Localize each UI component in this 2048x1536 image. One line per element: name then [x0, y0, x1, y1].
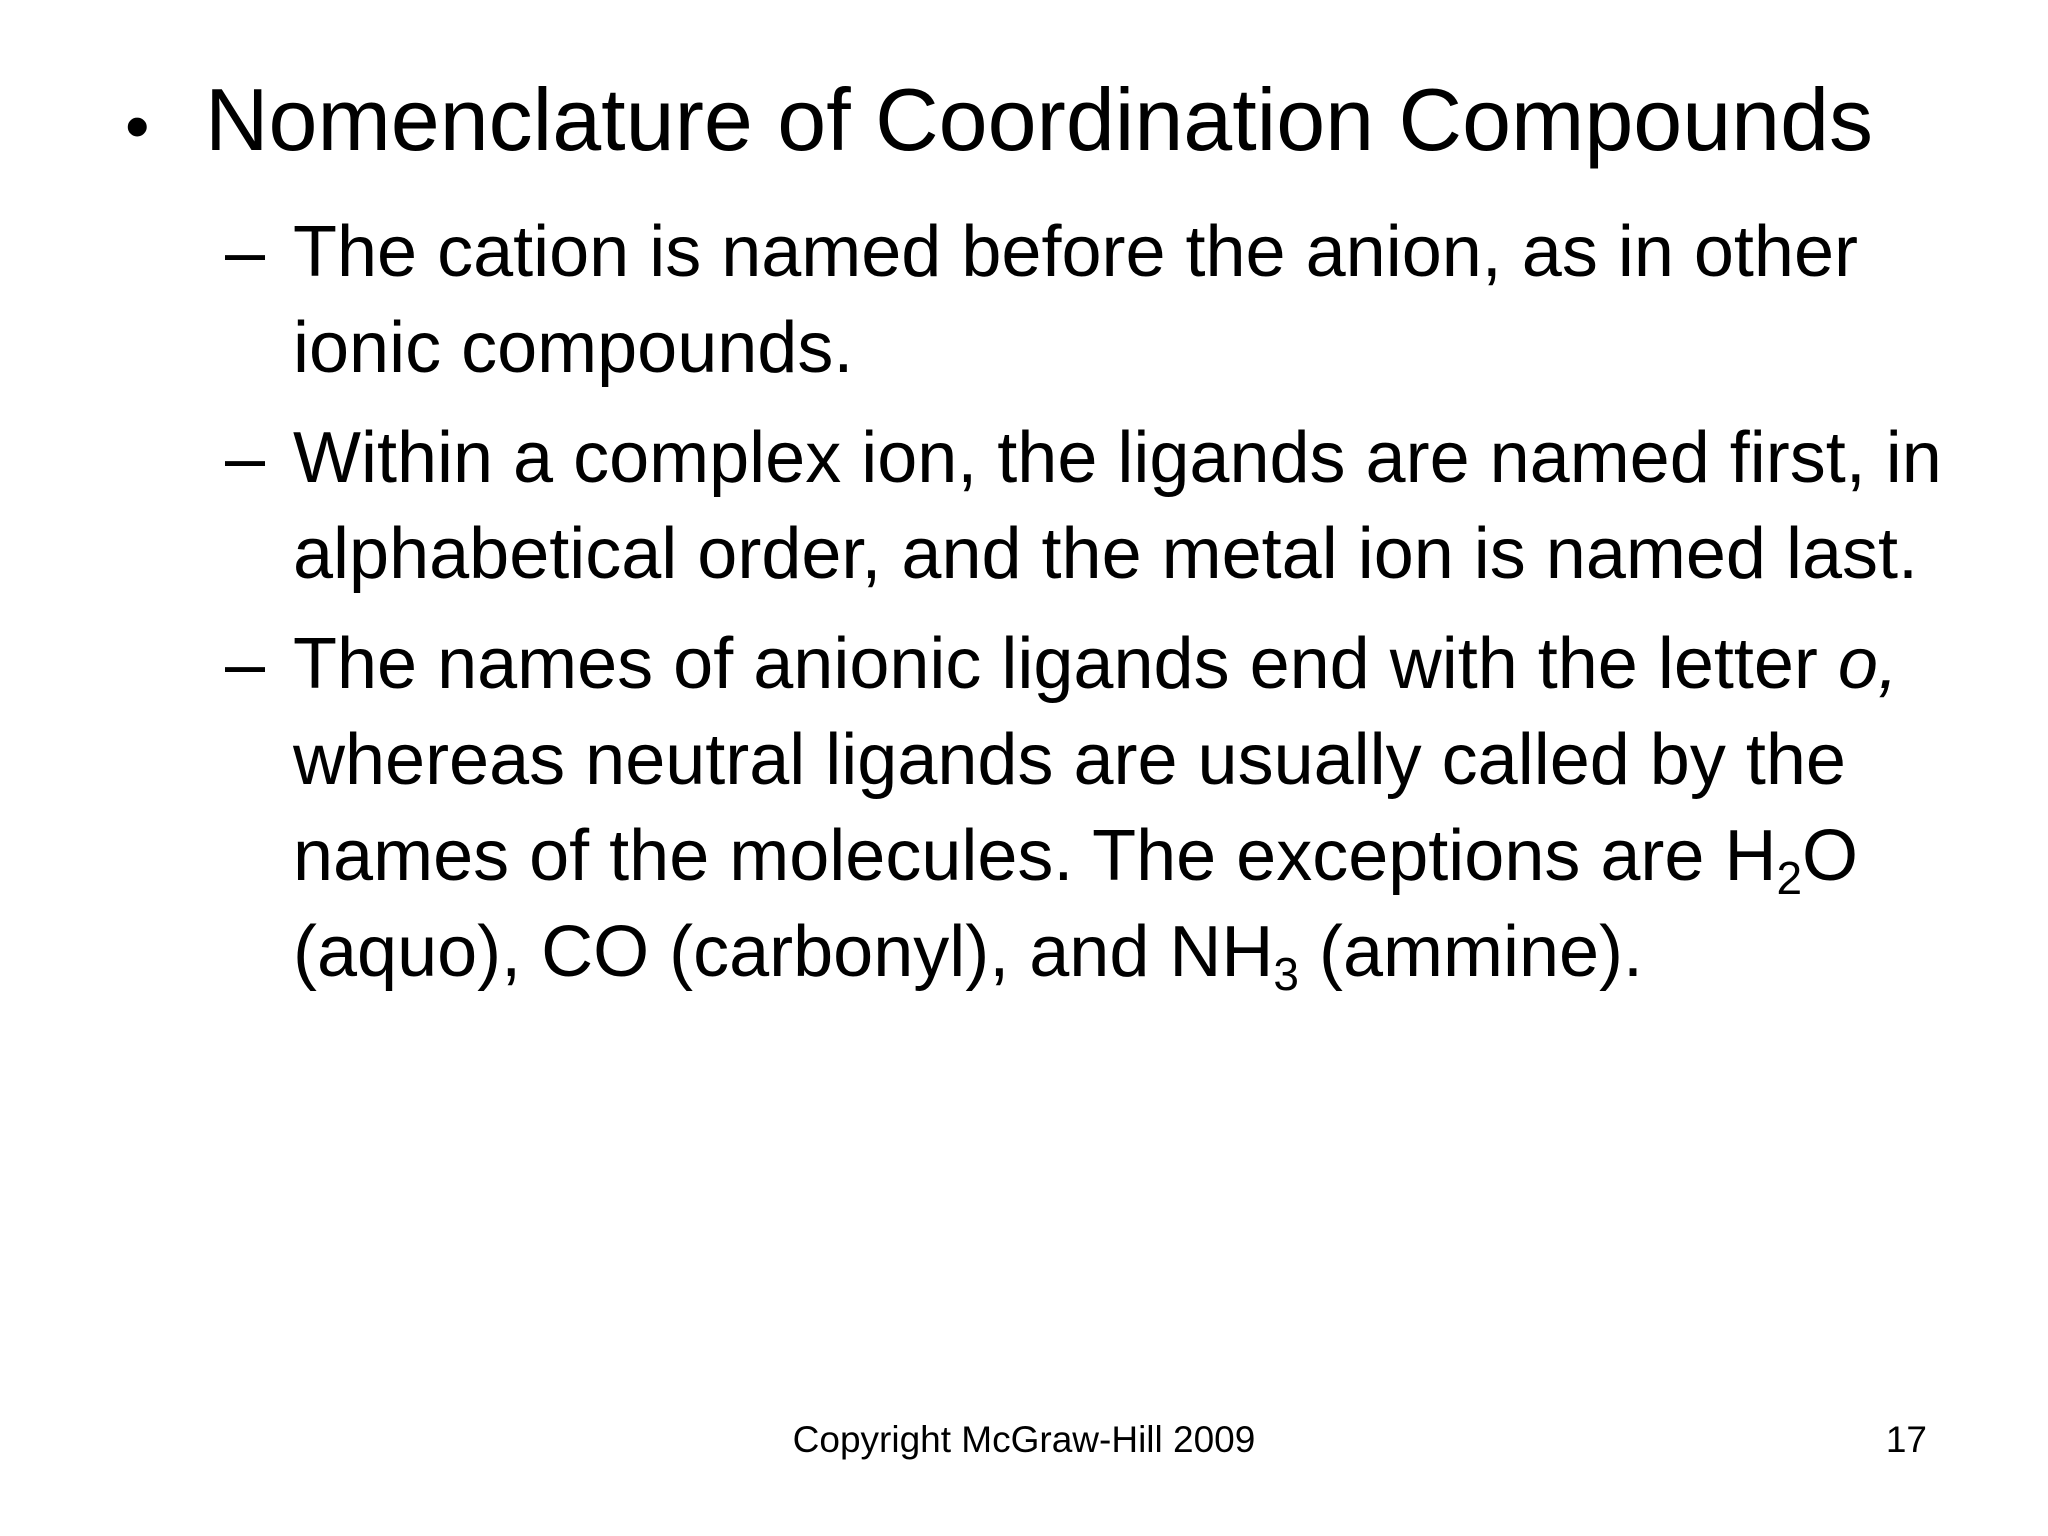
sub-bullet-ligand-names-rule — [225, 616, 1985, 1000]
subscript-3: 3 — [1273, 948, 1299, 1000]
main-bullet — [125, 68, 2025, 178]
page-number: 17 — [1885, 1419, 1927, 1460]
slide-title: Nomenclature of Coordination Compounds — [205, 70, 1874, 169]
dash-icon: – — [225, 418, 266, 498]
sub-bullet-ligand-order-rule — [225, 410, 1985, 602]
footer-copyright: Copyright McGraw-Hill 2009 — [792, 1419, 1256, 1460]
subscript-2: 2 — [1776, 852, 1803, 904]
text-segment: whereas neutral ligands are usually called by the names of the molecules. The exceptions are H — [293, 720, 1846, 896]
text-segment: The names of anionic ligands end with the letter — [293, 624, 1838, 704]
italic-letter-o: o, — [1837, 624, 1898, 704]
sub-bullet-text: Within a complex ion, the ligands are named first, in alphabetical order, and the metal ion is named last. — [293, 418, 1942, 594]
bullet-icon: • — [125, 87, 150, 165]
dash-icon: – — [225, 212, 266, 292]
sub-bullet-text: The cation is named before the anion, as in other ionic compounds. — [293, 212, 1858, 388]
sub-bullet-text — [293, 616, 1985, 1000]
text-segment: O (aquo), CO (carbonyl), and NH — [293, 816, 1859, 992]
text-segment: (ammine). — [1298, 912, 1644, 992]
sub-bullet-cation-rule — [225, 204, 1985, 396]
sub-bullet-list — [225, 204, 1985, 1014]
dash-icon: – — [225, 624, 266, 704]
